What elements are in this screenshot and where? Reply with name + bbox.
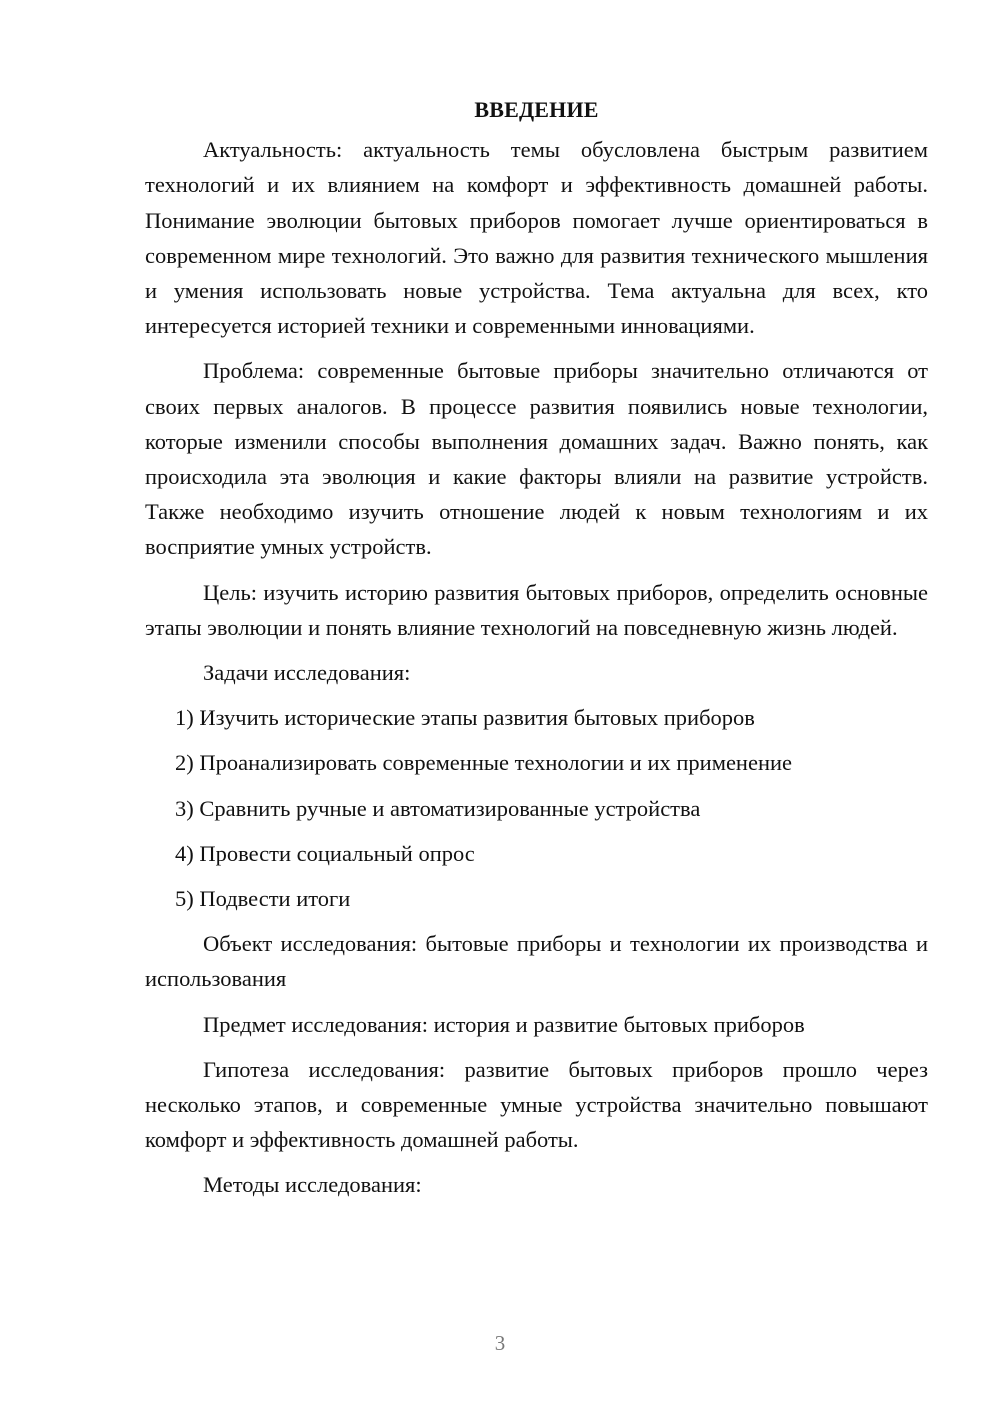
section-heading: ВВЕДЕНИЕ	[474, 97, 599, 122]
hypothesis-paragraph: Гипотеза исследования: развитие бытовых приборов прошло через несколько этапов, и современные умные устройства значительно повышают комфорт и эффективность домашней работы.	[145, 1056, 928, 1153]
methods-title: Методы исследования:	[203, 1172, 422, 1198]
document-page	[145, 92, 928, 1213]
problem-paragraph: Проблема: современные бытовые приборы значительно отличаются от своих первых аналогов. В процессе развития появились новые технологии, которые изменили способы выполнения домашних задач. Важно понять, как происходила эта эволюция и какие факторы влияли на развитие устройств. Также необходимо изучить отношение людей к новым технологиям и их восприятие умных устройств.	[145, 358, 928, 560]
list-item: 1) Изучить исторические этапы развития бытовых приборов	[175, 705, 755, 731]
object-paragraph: Объект исследования: бытовые приборы и технологии их производства и использования	[145, 931, 928, 992]
relevance-paragraph: Актуальность: актуальность темы обусловлена быстрым развитием технологий и их влиянием на комфорт и эффективность домашней работы. Понимание эволюции бытовых приборов помогает лучше ориентироваться в современном мире технологий. Это важно для развития технического мышления и умения использовать новые устройства. Тема актуальна для всех, кто интересуется историей техники и современными инновациями.	[145, 137, 928, 339]
list-item: 3) Сравнить ручные и автоматизированные устройства	[175, 795, 701, 821]
tasks-title: Задачи исследования:	[203, 660, 411, 686]
goal-paragraph: Цель: изучить историю развития бытовых приборов, определить основные этапы эволюции и понять влияние технологий на повседневную жизнь людей.	[145, 579, 928, 640]
subject-paragraph: Предмет исследования: история и развитие бытовых приборов	[203, 1011, 805, 1037]
page-number: 3	[494, 1331, 506, 1355]
list-item: 4) Провести социальный опрос	[175, 840, 475, 866]
list-item: 2) Проанализировать современные технологии и их применение	[175, 750, 793, 776]
list-item: 5) Подвести итоги	[175, 886, 351, 912]
tasks-list	[145, 700, 928, 916]
